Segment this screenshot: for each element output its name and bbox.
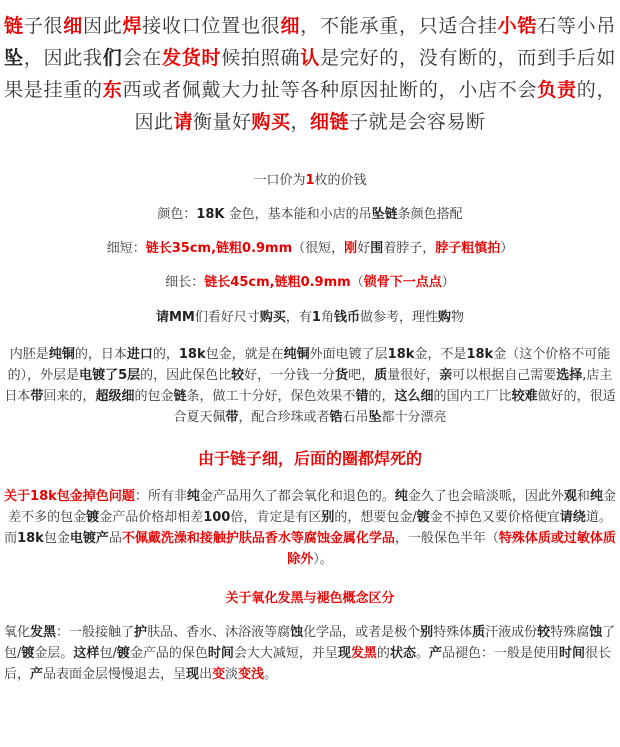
fade-run: 纯 (186, 489, 200, 504)
oxid-run: 品褪色：一般是使用 (441, 646, 559, 661)
oxid-run: 化学品，或者是极个 (303, 625, 421, 640)
fade-run: 18k (30, 489, 57, 504)
intro-run: 请 (173, 111, 193, 133)
intro-run: 会在 (122, 47, 162, 69)
color-line-run: 坠链 (371, 207, 398, 222)
intro-run: 因此 (83, 15, 123, 37)
short-line-run: 链长35cm,链粗0.9mm (145, 241, 293, 256)
mm-line-run: 们看好尺寸 (194, 310, 260, 325)
fade-run: ）。 (313, 552, 333, 567)
fade-run: 请绕 (559, 510, 586, 525)
material-run: 带 (30, 389, 44, 404)
material-run: 的，日本 (74, 347, 127, 362)
price-line-run: 1 (305, 173, 315, 188)
mm-line-run: 1 (311, 310, 321, 325)
intro-run: 坠 (4, 47, 24, 69)
long-line-run: 细长： (165, 275, 205, 290)
short-chain-line (0, 240, 620, 257)
intro-run: 候拍照确 (221, 47, 301, 69)
oxid-run: 蚀 (290, 625, 304, 640)
intro-run: ，因此我 (23, 47, 103, 69)
oxidation-paragraph (0, 622, 620, 685)
material-run: 的国内工厂比 (433, 389, 512, 404)
intro-run: 东 (102, 79, 123, 101)
price-line (0, 172, 620, 189)
material-run: 18k (178, 347, 206, 362)
material-run: 回来的， (43, 389, 96, 404)
material-run: 带 (225, 410, 239, 425)
intro-run: 细 (280, 15, 301, 37)
fade-run: 的，想要包金/ (334, 510, 417, 525)
fade-paragraph (0, 486, 620, 570)
fade-run: 关于 (4, 489, 31, 504)
material-run: 这么细 (394, 389, 434, 404)
oxid-run: 包/ (99, 646, 117, 661)
fade-run: 金产品价格却相差 (99, 510, 204, 525)
mm-line-run: 请MM (155, 310, 195, 325)
fade-run: 别 (321, 510, 335, 525)
mm-line-run: 物 (451, 310, 465, 325)
material-run: 石吊 (342, 410, 369, 425)
oxid-run: 。 (415, 646, 429, 661)
oxid-run: 。 (264, 667, 278, 682)
material-run: 较难 (511, 389, 538, 404)
intro-run: 的，因此 (134, 79, 616, 133)
material-run: 可以根据自己需要 (452, 368, 557, 383)
material-paragraph (0, 344, 620, 428)
fade-run: 纯 (394, 489, 408, 504)
intro-run: 是完好的，没有断的，而到手后如果是挂重的 (4, 47, 616, 101)
fade-run: 不佩戴洗澡和接触护肤品香水等腐蚀金属化学品 (121, 531, 395, 546)
oxid-run: 别 (420, 625, 434, 640)
material-run: 条，做工十分好，保色效果不 (186, 389, 356, 404)
intro-run: 们 (102, 47, 123, 69)
material-run: ，配合珍珠或者 (238, 410, 330, 425)
fade-run: 100 (203, 510, 231, 525)
oxid-run: 这样 (73, 646, 100, 661)
intro-run: 负责 (537, 79, 577, 101)
fade-run: 镀 (86, 510, 100, 525)
oxid-run: 了包/ (4, 625, 616, 661)
fade-run: 纯 (589, 489, 603, 504)
intro-run: 购买 (251, 111, 291, 133)
long-line-run: （ (350, 275, 364, 290)
short-line-run: （很短， (292, 241, 345, 256)
fade-run: 包金 (43, 531, 70, 546)
intro-run: 发货时 (161, 47, 222, 69)
material-run: 好，一分钱一分 (244, 368, 336, 383)
oxid-run: 发黑 (30, 625, 57, 640)
intro-run: 西或者佩戴大力扯等各种原因扯断的，小店不会 (122, 79, 538, 101)
material-run: 超级细 (95, 389, 135, 404)
material-run: 包金，就是在 (205, 347, 284, 362)
intro-run: 锆 (517, 15, 538, 37)
fade-run: 电镀产 (69, 531, 109, 546)
intro-run: 子就是会容易断 (349, 111, 486, 133)
oxid-run: 蚀 (589, 625, 603, 640)
intro-run: 接收口位置也很 (142, 15, 281, 37)
oxid-run: ：一般接触了 (56, 625, 135, 640)
intro-run: 链 (4, 15, 24, 37)
short-line-run: 着脖子， (383, 241, 436, 256)
material-run: 质 (374, 368, 388, 383)
mm-line-run: ，有 (285, 310, 312, 325)
material-run: 选择 (556, 368, 583, 383)
intro-run: 焊 (122, 15, 143, 37)
intro-run: 子很 (23, 15, 64, 37)
fade-run: 品 (108, 531, 122, 546)
oxidation-heading: 关于氧化发黑与褪色概念区分 (225, 591, 395, 606)
color-line-run: 18K (196, 207, 225, 222)
oxid-run: 氧化 (4, 625, 31, 640)
oxid-run: 镀 (116, 646, 130, 661)
material-run: 18k (387, 347, 415, 362)
material-run: 金，不是 (414, 347, 467, 362)
material-run: 吧， (348, 368, 375, 383)
oxid-run: 产 (428, 646, 442, 661)
oxid-run: 质 (472, 625, 486, 640)
short-line-run: 围 (370, 241, 384, 256)
oxid-run: 金层。 (34, 646, 74, 661)
fade-run: 金产品用久了都会氧化和退色的。 (199, 489, 395, 504)
oxid-run: 很长后， (4, 646, 612, 682)
mm-line-run: 做参考，理性 (359, 310, 438, 325)
short-line-run: 好 (357, 241, 371, 256)
intro-run: 认 (300, 47, 320, 69)
material-run: 纯铜 (283, 347, 310, 362)
fade-run: 镀 (416, 510, 430, 525)
short-line-run: 脖子粗慎拍 (435, 241, 501, 256)
oxid-run: 状态 (389, 646, 416, 661)
oxid-run: 镀 (21, 646, 35, 661)
oxid-run: 护 (134, 625, 148, 640)
mm-line-run: 角 (320, 310, 334, 325)
material-run: 的， (368, 389, 395, 404)
long-line-run: 链长45cm,链粗0.9mm (204, 275, 351, 290)
intro-run: 小 (497, 15, 518, 37)
intro-run: 细链 (310, 111, 350, 133)
material-run: 较 (231, 368, 245, 383)
material-run: 内胚是 (9, 347, 49, 362)
mm-line-run: 购 (437, 310, 451, 325)
size-reference-line (0, 309, 620, 326)
material-run: 错 (355, 389, 369, 404)
fade-run: ：所有非 (134, 489, 187, 504)
color-line-run: 颜色： (157, 207, 197, 222)
long-line-run: ） (441, 275, 455, 290)
long-chain-line (0, 274, 620, 291)
color-line-run: 金色，基本能和小店的吊 (224, 207, 372, 222)
oxid-run: 时间 (559, 646, 586, 661)
oxid-run: 的 (376, 646, 390, 661)
oxid-run: 现 (186, 667, 200, 682)
material-run: 的，因此保色比 (140, 368, 232, 383)
material-run: 金（这个价格不可能的），外层是 (7, 347, 611, 383)
oxid-run: 金产品的保色 (129, 646, 208, 661)
fade-run: 倍，肯定是有区 (230, 510, 322, 525)
material-run: 纯铜 (48, 347, 75, 362)
oxid-run: 产 (30, 667, 44, 682)
welded-heading: 由于链子细，后面的圈都焊死的 (197, 449, 422, 468)
material-run: 的包金 (134, 389, 174, 404)
oxid-run: 会大大减短，并呈 (233, 646, 338, 661)
long-line-run: 锁骨下一点点 (363, 275, 442, 290)
mm-line-run: 钱币 (333, 310, 360, 325)
fade-run: ，一般保色半年（ (394, 531, 499, 546)
intro-run: 石等小吊 (537, 15, 616, 37)
material-run: 坠 (368, 410, 382, 425)
material-run: 做好的，很适合夏天佩 (173, 389, 616, 425)
material-run: 都十分漂亮 (381, 410, 447, 425)
fade-run: 和 (576, 489, 590, 504)
material-run: 量很好， (387, 368, 440, 383)
fade-run: 18k (17, 531, 44, 546)
short-line-run: 刚 (344, 241, 358, 256)
price-line-run: 枚的价钱 (314, 173, 367, 188)
material-run: 电镀了5层 (79, 368, 141, 383)
material-run: 进口 (126, 347, 153, 362)
oxid-run: 变 (238, 667, 252, 682)
intro-run: 细 (63, 15, 83, 37)
short-line-run: ） (500, 241, 514, 256)
oxid-run: 发黑 (350, 646, 377, 661)
oxid-run: 汗液成份 (485, 625, 538, 640)
intro-run: ，不能承重，只适合挂 (300, 15, 498, 37)
fade-run: 包金掉色 (56, 489, 109, 504)
oxid-run: 时间 (207, 646, 234, 661)
intro-paragraph (0, 8, 620, 138)
fade-run: 观 (563, 489, 577, 504)
oxid-run: 淡 (225, 667, 239, 682)
short-line-run: 细短： (106, 241, 146, 256)
intro-run: 衡量好 (192, 111, 252, 133)
material-run: ,店主日本 (4, 368, 613, 404)
oxid-run: 特殊腐 (550, 625, 590, 640)
material-run: 外面电镀了层 (309, 347, 388, 362)
material-run: 18k (466, 347, 494, 362)
oxid-run: 变 (212, 667, 226, 682)
price-line-run: 一口价为 (253, 173, 306, 188)
material-run: 货 (335, 368, 349, 383)
fade-run: 特殊体质或过敏体质除外 (287, 531, 616, 567)
fade-run: 金差不多的包金 (8, 489, 616, 525)
fade-run: 金久了也会暗淡哌，因此外 (407, 489, 564, 504)
oxid-run: 出 (199, 667, 213, 682)
material-run: 的， (152, 347, 179, 362)
oxid-run: 品表面金层慢慢退去，呈 (43, 667, 187, 682)
fade-run: 问题 (108, 489, 135, 504)
mm-line-run: 购买 (259, 310, 286, 325)
fade-run: 金不掉色又要价格便宜 (429, 510, 560, 525)
fade-run: 道。而 (4, 510, 612, 546)
color-line-run: 条颜色搭配 (397, 207, 463, 222)
material-run: 亲 (439, 368, 453, 383)
material-run: 锆 (329, 410, 343, 425)
oxid-run: 特殊体 (433, 625, 473, 640)
oxid-run: 现 (337, 646, 351, 661)
oxid-run: 较 (537, 625, 551, 640)
oxid-run: 肤品、香水、沐浴液等腐 (147, 625, 291, 640)
material-run: 链 (173, 389, 187, 404)
color-line (0, 206, 620, 223)
intro-run: ， (290, 111, 311, 133)
oxid-run: 浅 (251, 667, 265, 682)
